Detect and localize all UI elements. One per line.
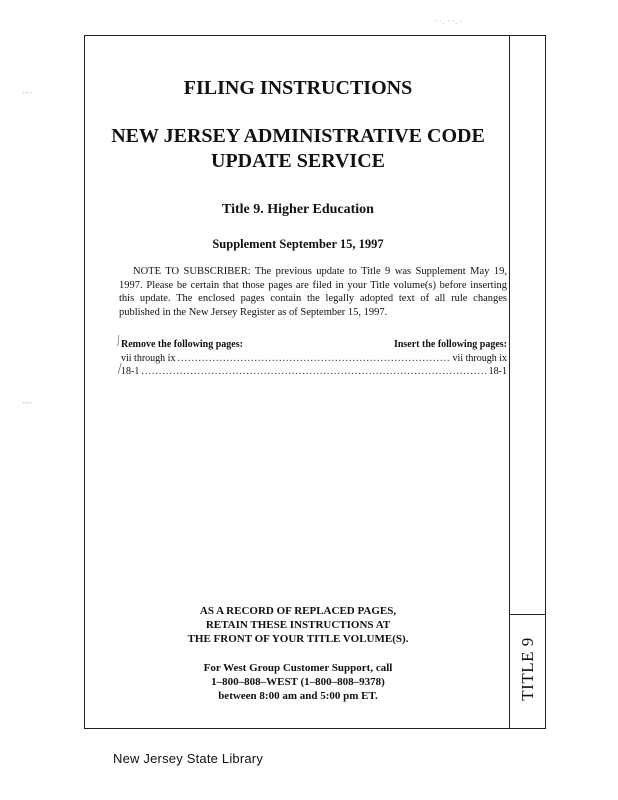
pen-check-mark: ⁄	[116, 362, 124, 377]
record-instructions	[85, 604, 511, 646]
title-name: Title 9. Higher Education	[222, 202, 374, 217]
code-title-line1: NEW JERSEY ADMINISTRATIVE CODE	[111, 125, 485, 147]
page-row	[121, 353, 507, 364]
code-title	[85, 124, 511, 174]
support-line: For West Group Customer Support, call	[203, 662, 393, 674]
pen-check-mark: ⁄	[114, 334, 124, 349]
page-row	[121, 366, 507, 377]
supplement-date: Supplement September 15, 1997	[212, 237, 384, 251]
title-tab	[509, 36, 545, 728]
subscriber-note-text: NOTE TO SUBSCRIBER: The previous update to Title 9 was Supplement May 19, 1997. Please be certain that those pages are filed in your Title volume(s) before inserting this update. The enclosed pages contain the legally adopted text of all rule changes published in the New Jersey Register as of September 15, 1997.	[119, 266, 507, 318]
title-tab-label: TITLE 9	[517, 637, 537, 701]
record-line: THE FRONT OF YOUR TITLE VOLUME(S).	[187, 633, 409, 645]
support-line: between 8:00 am and 5:00 pm ET.	[218, 690, 378, 702]
pages-header	[121, 339, 507, 350]
insert-pages-header: Insert the following pages:	[393, 339, 507, 350]
subscriber-note	[119, 265, 507, 319]
record-line: AS A RECORD OF REPLACED PAGES,	[199, 605, 397, 617]
document-frame	[84, 35, 546, 729]
scan-artifact: ·~·	[22, 88, 33, 98]
support-line: 1–800–808–WEST (1–800–808–9378)	[211, 676, 385, 688]
remove-pages-header: Remove the following pages:	[121, 339, 243, 350]
insert-pages-value: vii through ix	[452, 353, 507, 364]
remove-pages-value: 18-1	[121, 366, 140, 377]
code-title-line2: UPDATE SERVICE	[211, 150, 385, 172]
scan-artifact: · ·. · ·. ·	[434, 16, 463, 26]
insert-pages-value: 18-1	[488, 366, 507, 377]
library-stamp: New Jersey State Library	[113, 751, 264, 766]
scan-artifact: ·~·	[22, 398, 33, 408]
tab-divider	[510, 614, 545, 615]
remove-pages-value: vii through ix	[121, 353, 176, 364]
leader-dots	[141, 366, 486, 377]
record-line: RETAIN THESE INSTRUCTIONS AT	[205, 619, 391, 631]
customer-support	[85, 661, 511, 703]
page-heading: FILING INSTRUCTIONS	[183, 77, 413, 99]
instructions-body	[85, 36, 511, 728]
leader-dots	[177, 353, 450, 364]
